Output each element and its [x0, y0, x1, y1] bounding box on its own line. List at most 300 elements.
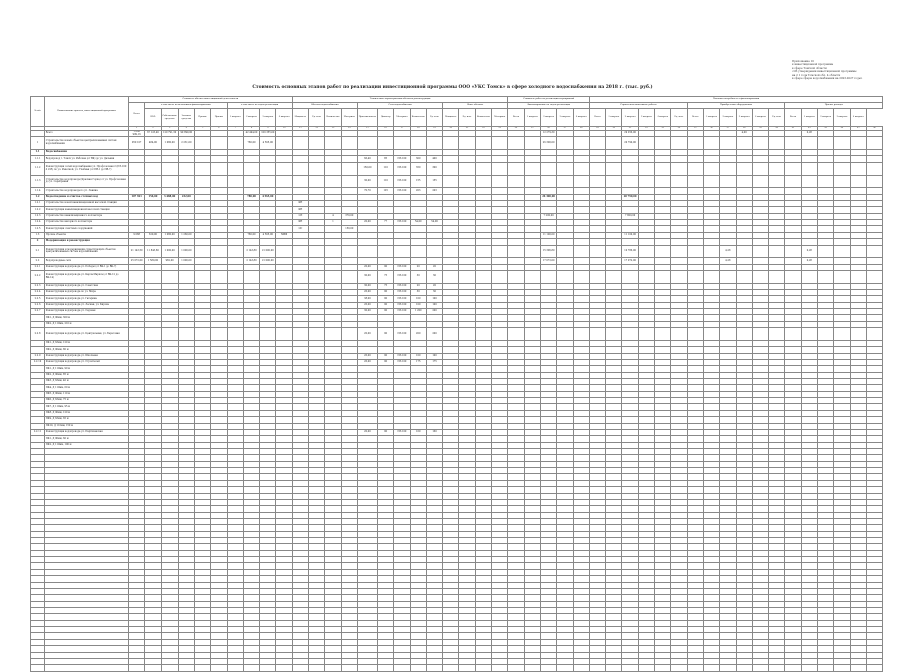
header-sub-year1: 1 квартал [227, 109, 243, 127]
value-cell [377, 245, 393, 258]
row-name [45, 665, 129, 671]
value-cell [227, 665, 243, 671]
value-cell: 150,00 [357, 162, 377, 175]
value-cell: ПЭ-100 [394, 264, 410, 270]
row-number: 2.1 [31, 245, 45, 258]
value-cell [161, 175, 178, 188]
value-cell: 11 100,00 [540, 232, 556, 238]
header-sub-year3: 3 квартал [834, 109, 850, 127]
value-cell [720, 162, 736, 175]
value-cell: 0,28 [801, 245, 817, 258]
value-cell: 26,00 [357, 290, 377, 296]
value-cell: 20 790,00 [622, 194, 638, 200]
value-cell [129, 175, 145, 188]
row-number [31, 665, 45, 671]
value-cell [475, 245, 491, 258]
value-cell: 26 300,00 [540, 137, 556, 150]
column-number: 29 [589, 127, 605, 131]
value-cell [589, 270, 605, 283]
value-cell: ПЭ-100 [394, 290, 410, 296]
annex-line: к инвестиционной программе [792, 63, 834, 67]
value-cell [671, 328, 687, 341]
value-cell [834, 162, 850, 175]
value-cell [178, 328, 194, 341]
column-number: 27 [557, 127, 573, 131]
value-cell: 54,00 [410, 220, 426, 226]
row-name: Строительство новой канализационной насосной станции [45, 200, 129, 206]
value-cell [540, 175, 556, 188]
value-cell: 0,28 [801, 258, 817, 264]
header-sub-unit: Ед. изм. [426, 109, 442, 127]
row-name: ПК1, Д 90мм, 300 м [45, 315, 129, 321]
value-cell [325, 270, 341, 283]
value-cell [211, 328, 227, 341]
value-cell [309, 328, 325, 341]
value-cell [850, 137, 866, 150]
value-cell [540, 665, 556, 671]
value-cell [703, 175, 719, 188]
value-cell: 90 [377, 309, 393, 315]
value-cell [443, 328, 459, 341]
value-cell [443, 130, 459, 137]
value-cell: 100 [410, 302, 426, 308]
value-cell [540, 162, 556, 175]
value-cell [818, 328, 834, 341]
value-cell [161, 665, 178, 671]
value-cell [866, 270, 882, 283]
value-cell [818, 137, 834, 150]
value-cell [459, 665, 475, 671]
value-cell [850, 175, 866, 188]
value-cell: 21 000,00 [260, 258, 276, 264]
value-cell: ПЭ-100 [394, 296, 410, 302]
value-cell: 232,00 [178, 194, 194, 200]
row-name: Реконструкция водопровода ул. Советская [45, 283, 129, 289]
value-cell [292, 137, 308, 150]
value-cell: 20 790,00 [622, 137, 638, 150]
value-cell [178, 270, 194, 283]
column-number: 12 [309, 127, 325, 131]
value-cell [671, 270, 687, 283]
header-sub-year4: 4 квартал [655, 109, 671, 127]
header-group-tech: Технические характеристики объектов реконструкции [292, 97, 508, 103]
value-cell [394, 665, 410, 671]
annex-line: в сфере Томской области [792, 66, 827, 70]
value-cell [443, 665, 459, 671]
value-cell: 1 000,00 [178, 258, 194, 264]
value-cell: ПЭ-100 [394, 162, 410, 175]
header-sub-year2: 2 квартал [818, 109, 834, 127]
value-cell: 110 [377, 162, 393, 175]
value-cell: 4 [325, 213, 341, 219]
value-cell [703, 270, 719, 283]
header-sub-unit: Ед. изм. [459, 109, 475, 127]
value-cell: ПЭ-100 [394, 220, 410, 226]
table-row [31, 328, 883, 341]
value-cell: 20,00 [357, 328, 377, 341]
column-number: 10 [276, 127, 292, 131]
header-sub-smr: Строительно-монтажные работы [589, 103, 687, 109]
value-cell: 370,00 [341, 213, 357, 219]
value-cell [687, 245, 703, 258]
value-cell [752, 328, 768, 341]
value-cell: 203 [426, 188, 442, 194]
header-sub-unit: Ед. изм. [309, 109, 325, 127]
value-cell: ПЭ-100 [394, 359, 410, 365]
value-cell [785, 137, 801, 150]
value-cell [325, 328, 341, 341]
value-cell: 2 231,00 [178, 137, 194, 150]
value-cell [178, 175, 194, 188]
value-cell [227, 137, 243, 150]
value-cell [573, 162, 589, 175]
row-number: 2.2.11 [31, 429, 45, 435]
value-cell: КН [292, 200, 308, 206]
value-cell [194, 130, 210, 137]
value-cell [818, 130, 834, 137]
row-number: 2.2 [31, 258, 45, 264]
value-cell [492, 665, 508, 671]
row-number: 1.2.4 [31, 220, 45, 226]
column-number: 17 [394, 127, 410, 131]
value-cell: 75 [377, 270, 393, 283]
value-cell: 300 [426, 162, 442, 175]
row-name: ПК9, Д 63мм, 65 м [45, 417, 129, 423]
value-cell [557, 162, 573, 175]
annex-line: на 2 1 года Томской обл. 4 области [792, 73, 841, 77]
row-name: Строительство напорного коллектора [45, 220, 129, 226]
value-cell [703, 328, 719, 341]
value-cell [211, 665, 227, 671]
column-number: 18 [410, 127, 426, 131]
value-cell [736, 245, 752, 258]
value-cell [492, 137, 508, 150]
value-cell [475, 130, 491, 137]
value-cell [540, 270, 556, 283]
value-cell [161, 328, 178, 341]
value-cell: ПЭ-100 [394, 328, 410, 341]
value-cell: 2 143,80 [243, 258, 259, 264]
value-cell: 300 [410, 156, 426, 162]
value-cell: 90 [377, 302, 393, 308]
value-cell [671, 162, 687, 175]
value-cell [524, 270, 540, 283]
value-cell [129, 270, 145, 283]
value-cell: ОЭ [292, 213, 308, 219]
value-cell [227, 130, 243, 137]
value-cell [769, 328, 785, 341]
value-cell: 90 [377, 429, 393, 435]
header-sub-unit: Ед. изм. [769, 109, 785, 127]
value-cell [276, 270, 292, 283]
value-cell [459, 245, 475, 258]
column-number: 26 [540, 127, 556, 131]
row-name: Реконструкция сетей водоснабжения ул. Профсоюзная 2 (ПЭ-100 d 225) по ул. Ракетной, ул. Учебная (от ПВ-1 до ПВ-7) [45, 162, 129, 175]
value-cell: 175 [426, 359, 442, 365]
value-cell: 26,00 [357, 359, 377, 365]
value-cell [818, 665, 834, 671]
value-cell [341, 175, 357, 188]
header-sub-source: в том числе по источникам финансирования [145, 103, 227, 109]
value-cell [492, 245, 508, 258]
value-cell: 100 [426, 353, 442, 359]
value-cell [426, 665, 442, 671]
row-number: 1.2 [31, 194, 45, 200]
row-number: 1.2.2 [31, 207, 45, 213]
value-cell [194, 270, 210, 283]
value-cell [818, 175, 834, 188]
value-cell: 1 580,00 [145, 258, 161, 264]
value-cell [752, 270, 768, 283]
value-cell [655, 245, 671, 258]
value-cell [606, 328, 622, 341]
value-cell [325, 665, 341, 671]
column-number: 4 [178, 127, 194, 131]
column-number: 34 [671, 127, 687, 131]
row-name: Реконструкция очистных сооружений [45, 226, 129, 232]
value-cell [638, 245, 654, 258]
value-cell [736, 328, 752, 341]
row-name: ПК1, Д 90мм, 60 м [45, 436, 129, 442]
value-cell [834, 328, 850, 341]
value-cell: 125 [377, 188, 393, 194]
value-cell [671, 137, 687, 150]
value-cell: 1 260,00 [178, 232, 194, 238]
column-number: 30 [606, 127, 622, 131]
value-cell [145, 162, 161, 175]
value-cell [394, 130, 410, 137]
value-cell [524, 175, 540, 188]
value-cell: 90 [377, 264, 393, 270]
value-cell [227, 270, 243, 283]
column-number: 35 [687, 127, 703, 131]
header-sub-year4: 4 квартал [752, 109, 768, 127]
row-number: 2.2.1 [31, 264, 45, 270]
value-cell: 21 000,00 [260, 245, 276, 258]
value-cell [785, 270, 801, 283]
value-cell [736, 270, 752, 283]
value-cell [377, 665, 393, 671]
value-cell [276, 328, 292, 341]
table-row [31, 130, 883, 137]
table-row [31, 245, 883, 258]
value-cell [459, 162, 475, 175]
value-cell [834, 270, 850, 283]
column-number: 21 [459, 127, 475, 131]
value-cell [475, 665, 491, 671]
row-name: Прочие объекты [45, 232, 129, 238]
value-cell: ПЭ-100 [394, 156, 410, 162]
header-sub-other-costs: Прочие расходы [785, 103, 883, 109]
value-cell: 200 [410, 328, 426, 341]
value-cell [801, 137, 817, 150]
header-sub-cap: Мощность [292, 109, 308, 127]
value-cell [589, 175, 605, 188]
value-cell [752, 137, 768, 150]
value-cell [850, 270, 866, 283]
value-cell [850, 130, 866, 137]
value-cell [194, 137, 210, 150]
value-cell: 1 080,00 [161, 137, 178, 150]
value-cell [557, 137, 573, 150]
value-cell: 77 [377, 220, 393, 226]
header-total: Всего [129, 103, 145, 127]
row-number: 2.2.9 [31, 353, 45, 359]
value-cell [589, 130, 605, 137]
value-cell [655, 270, 671, 283]
value-cell [357, 245, 377, 258]
value-cell: 12 279,30 [540, 130, 556, 137]
value-cell: 7 200,00 [540, 213, 556, 219]
value-cell: ПЭ-100 [394, 188, 410, 194]
value-cell [243, 665, 259, 671]
value-cell [227, 245, 243, 258]
value-cell [211, 270, 227, 283]
value-cell: 150,00 [341, 226, 357, 232]
header-sub-own: Собственные средства [161, 109, 178, 127]
value-cell: 350 [410, 162, 426, 175]
value-cell [622, 270, 638, 283]
value-cell [325, 130, 341, 137]
value-cell [655, 175, 671, 188]
row-number: 1.2.1 [31, 200, 45, 206]
header-name: Наименование проекта, инвестиционной программы [45, 97, 129, 127]
value-cell [276, 665, 292, 671]
value-cell [475, 328, 491, 341]
row-number: 1.2.5 [31, 226, 45, 232]
value-cell [410, 130, 426, 137]
value-cell [508, 328, 524, 341]
value-cell: ПЭ-100 [394, 283, 410, 289]
row-number: 1.2.3 [31, 213, 45, 219]
value-cell [227, 162, 243, 175]
value-cell: 4,28 [720, 245, 736, 258]
value-cell: 100 [426, 296, 442, 302]
value-cell [769, 130, 785, 137]
value-cell [508, 245, 524, 258]
value-cell [540, 328, 556, 341]
row-name: Реконструкция и модернизация существующих объектов централизованных систем водоснабжения [45, 245, 129, 258]
column-number: 43 [818, 127, 834, 131]
table-row [31, 162, 883, 175]
column-number: 44 [834, 127, 850, 131]
value-cell [524, 665, 540, 671]
value-cell: 160 [426, 429, 442, 435]
value-cell [622, 328, 638, 341]
row-name: Реконструкция водопровода ул. Садовая [45, 309, 129, 315]
value-cell: 780,00 [243, 232, 259, 238]
value-cell: 90 [377, 328, 393, 341]
header-sub-year1: 1 квартал [524, 109, 540, 127]
annex-line: в сфере сферы водоснабжения на 2023-2027 годы» [792, 77, 863, 81]
value-cell [341, 270, 357, 283]
value-cell: 26,00 [357, 302, 377, 308]
value-cell [341, 162, 357, 175]
value-cell [752, 130, 768, 137]
value-cell: 4 565,00 [260, 194, 276, 200]
value-cell [377, 130, 393, 137]
row-name: ПК2, Д 110мм, 210 м [45, 321, 129, 327]
value-cell: 1 066 999,16 [129, 130, 145, 137]
value-cell [341, 130, 357, 137]
value-cell: 400 [426, 156, 442, 162]
value-cell: 30,00 [357, 283, 377, 289]
row-name: Реконструкция водопровода по ул. Мира [45, 290, 129, 296]
column-number: 24 [508, 127, 524, 131]
row-name: Водоотведение и очистка сточных вод [45, 194, 129, 200]
value-cell [785, 175, 801, 188]
column-number: 1 [129, 127, 145, 131]
header-sub-total: Всего [785, 109, 801, 127]
column-number: 19 [426, 127, 442, 131]
value-cell [309, 270, 325, 283]
value-cell [443, 175, 459, 188]
value-cell [638, 137, 654, 150]
column-number: 11 [292, 127, 308, 131]
value-cell [638, 162, 654, 175]
value-cell [573, 245, 589, 258]
value-cell: 30 [410, 290, 426, 296]
value-cell: 66,40 [357, 156, 377, 162]
header-sub-year3: 3 квартал [638, 109, 654, 127]
value-cell [145, 328, 161, 341]
header-sub-year3: 3 квартал [557, 109, 573, 127]
row-number: 2.2.5 [31, 296, 45, 302]
value-cell: 30,00 [357, 175, 377, 188]
column-number: 38 [736, 127, 752, 131]
value-cell [524, 245, 540, 258]
header-row [31, 109, 883, 123]
value-cell [606, 162, 622, 175]
value-cell: 26 300,00 [540, 194, 556, 200]
value-cell [589, 328, 605, 341]
row-name: Реконструкция водопровода ул. Школьная [45, 353, 129, 359]
value-cell [655, 328, 671, 341]
value-cell [492, 270, 508, 283]
value-cell [211, 245, 227, 258]
value-cell: 67 123,46 [145, 130, 161, 137]
header-sub-year: в том числе по годам реализации [227, 103, 292, 109]
value-cell: ПЭ-100 [394, 353, 410, 359]
value-cell [557, 245, 573, 258]
value-cell [211, 162, 227, 175]
row-number: 2.2.6 [31, 302, 45, 308]
column-number: 28 [573, 127, 589, 131]
column-number: 46 [866, 127, 882, 131]
row-name: Водоснабжение [45, 150, 129, 156]
value-cell: 75 [377, 283, 393, 289]
value-cell: ПЭ-100 [394, 175, 410, 188]
column-number: 41 [785, 127, 801, 131]
header-sub-other: Прочие [194, 109, 210, 127]
value-cell: 30,00 [357, 309, 377, 315]
annex-line: Приложение 10 [792, 60, 814, 63]
value-cell [426, 245, 442, 258]
value-cell [260, 270, 276, 283]
row-number: 1.1.3 [31, 175, 45, 188]
value-cell [801, 665, 817, 671]
value-cell: 17 072,00 [622, 258, 638, 264]
row-name: ПК2, Д 90мм, 80 м [45, 347, 129, 353]
value-cell [309, 137, 325, 150]
value-cell [720, 328, 736, 341]
row-number: 2.2.4 [31, 290, 45, 296]
row-name: Реконструкция водопровода ул. Победы (от ВК-1 до ВК-7) [45, 264, 129, 270]
value-cell [655, 130, 671, 137]
value-cell [866, 175, 882, 188]
row-name: Водопроводные сети [45, 258, 129, 264]
column-number: 6 [211, 127, 227, 131]
